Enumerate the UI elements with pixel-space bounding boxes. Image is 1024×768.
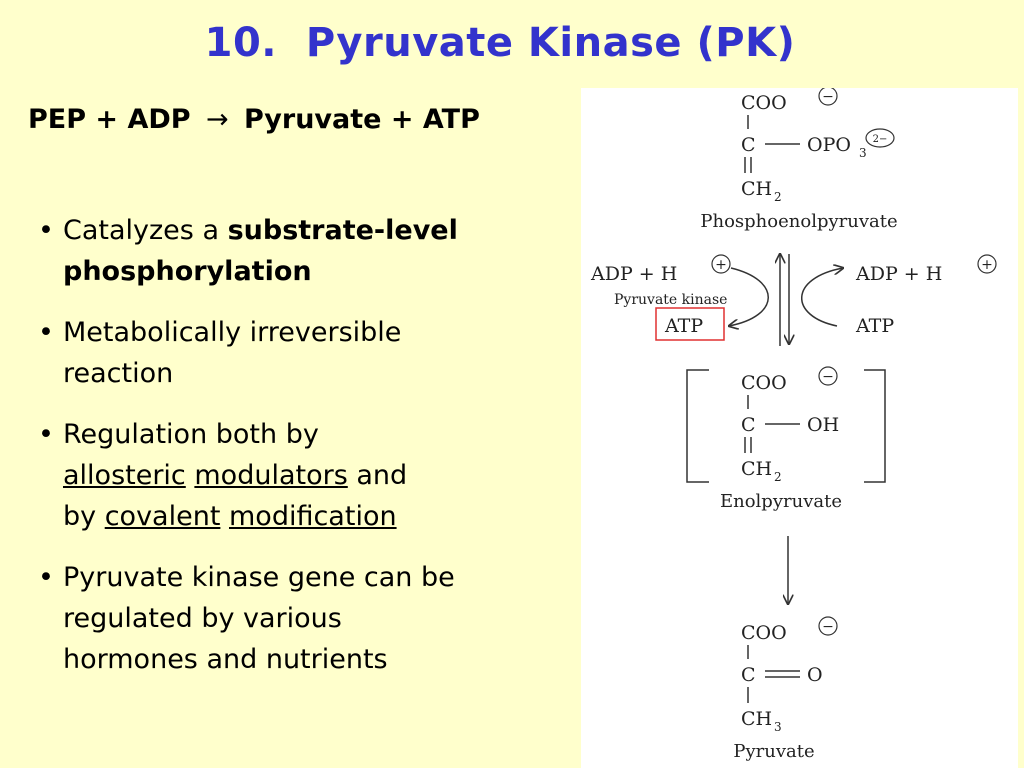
left-curved-arrow [729, 268, 768, 326]
slide-title: 10. Pyruvate Kinase (PK) [204, 20, 796, 66]
equation-reactants: PEP + ADP [28, 104, 191, 135]
hydroxyl-group: OH [807, 414, 840, 436]
reaction-equation [28, 104, 480, 135]
left-adp-label: ADP + H [591, 263, 678, 285]
carbon-atom: C [741, 414, 756, 436]
methyl-subscript: 3 [774, 720, 782, 734]
phosphoenolpyruvate-label: Phosphoenolpyruvate [700, 211, 898, 232]
left-atp-label: ATP [665, 315, 704, 337]
underlined-term: modulators [194, 460, 348, 491]
negative-charge-sign: − [822, 89, 834, 105]
equation-products: Pyruvate + ATP [243, 104, 480, 135]
bullet-text: hormones and nutrients [63, 644, 388, 675]
carboxylate-group: COO [741, 372, 787, 394]
carbon-atom: C [741, 664, 756, 686]
bullet-dot: • [38, 562, 54, 593]
carboxylate-group: COO [741, 622, 787, 644]
negative-charge-sign: − [822, 619, 834, 635]
bullet-text: and [347, 460, 408, 491]
negative-charge-sign: − [822, 369, 834, 385]
pyruvate-kinase-step [590, 254, 996, 346]
phosphate-subscript: 3 [859, 146, 867, 160]
right-curved-arrow [802, 268, 843, 326]
bullet-item [38, 557, 528, 680]
left-bracket [687, 370, 709, 482]
positive-charge-sign: + [715, 257, 727, 273]
carbon-atom: C [741, 134, 756, 156]
bullet-item [38, 312, 528, 394]
bullet-text: regulated by various [63, 603, 342, 634]
bullet-text: reaction [63, 358, 174, 389]
bullet-dot: • [38, 215, 54, 246]
pyruvate-structure [733, 617, 837, 762]
methylene-subscript: 2 [774, 470, 782, 484]
reaction-diagram [581, 88, 1018, 768]
phosphoenolpyruvate-structure [700, 88, 897, 232]
bullet-bold-text: substrate-level [227, 215, 458, 246]
bullet-dot: • [38, 317, 54, 348]
bullet-item [38, 210, 528, 292]
methyl-group: CH [741, 708, 773, 730]
positive-charge-sign: + [981, 257, 993, 273]
right-atp-label: ATP [856, 315, 895, 337]
bullet-text: Metabolically irreversible [63, 317, 402, 348]
pyruvate-kinase-label: Pyruvate kinase [614, 292, 728, 308]
methylene-subscript: 2 [774, 190, 782, 204]
equation-arrow: → [205, 104, 229, 135]
bullet-item [38, 414, 528, 537]
negative-charge-sign: 2− [872, 134, 888, 145]
carbonyl-oxygen: O [807, 664, 823, 686]
right-bracket [864, 370, 885, 482]
underlined-term: modification [229, 501, 397, 532]
methylene-group: CH [741, 458, 773, 480]
right-adp-label: ADP + H [856, 263, 943, 285]
enolpyruvate-structure [687, 367, 885, 512]
bullet-text: Catalyzes a [63, 215, 228, 246]
bullet-dot: • [38, 419, 54, 450]
methylene-group: CH [741, 178, 773, 200]
phosphate-group: OPO [807, 134, 851, 156]
bullet-text: Pyruvate kinase gene can be [63, 562, 455, 593]
pyruvate-label: Pyruvate [733, 741, 815, 762]
bullet-text: Regulation both by [63, 419, 319, 450]
reaction-diagram-svg [581, 88, 1018, 768]
enolpyruvate-label: Enolpyruvate [719, 491, 843, 512]
bullet-bold-text: phosphorylation [63, 256, 312, 287]
underlined-term: allosteric [63, 460, 186, 491]
bullet-list [38, 210, 528, 700]
bullet-text: by [63, 501, 105, 532]
underlined-term: covalent [104, 501, 221, 532]
carboxylate-group: COO [741, 92, 787, 114]
